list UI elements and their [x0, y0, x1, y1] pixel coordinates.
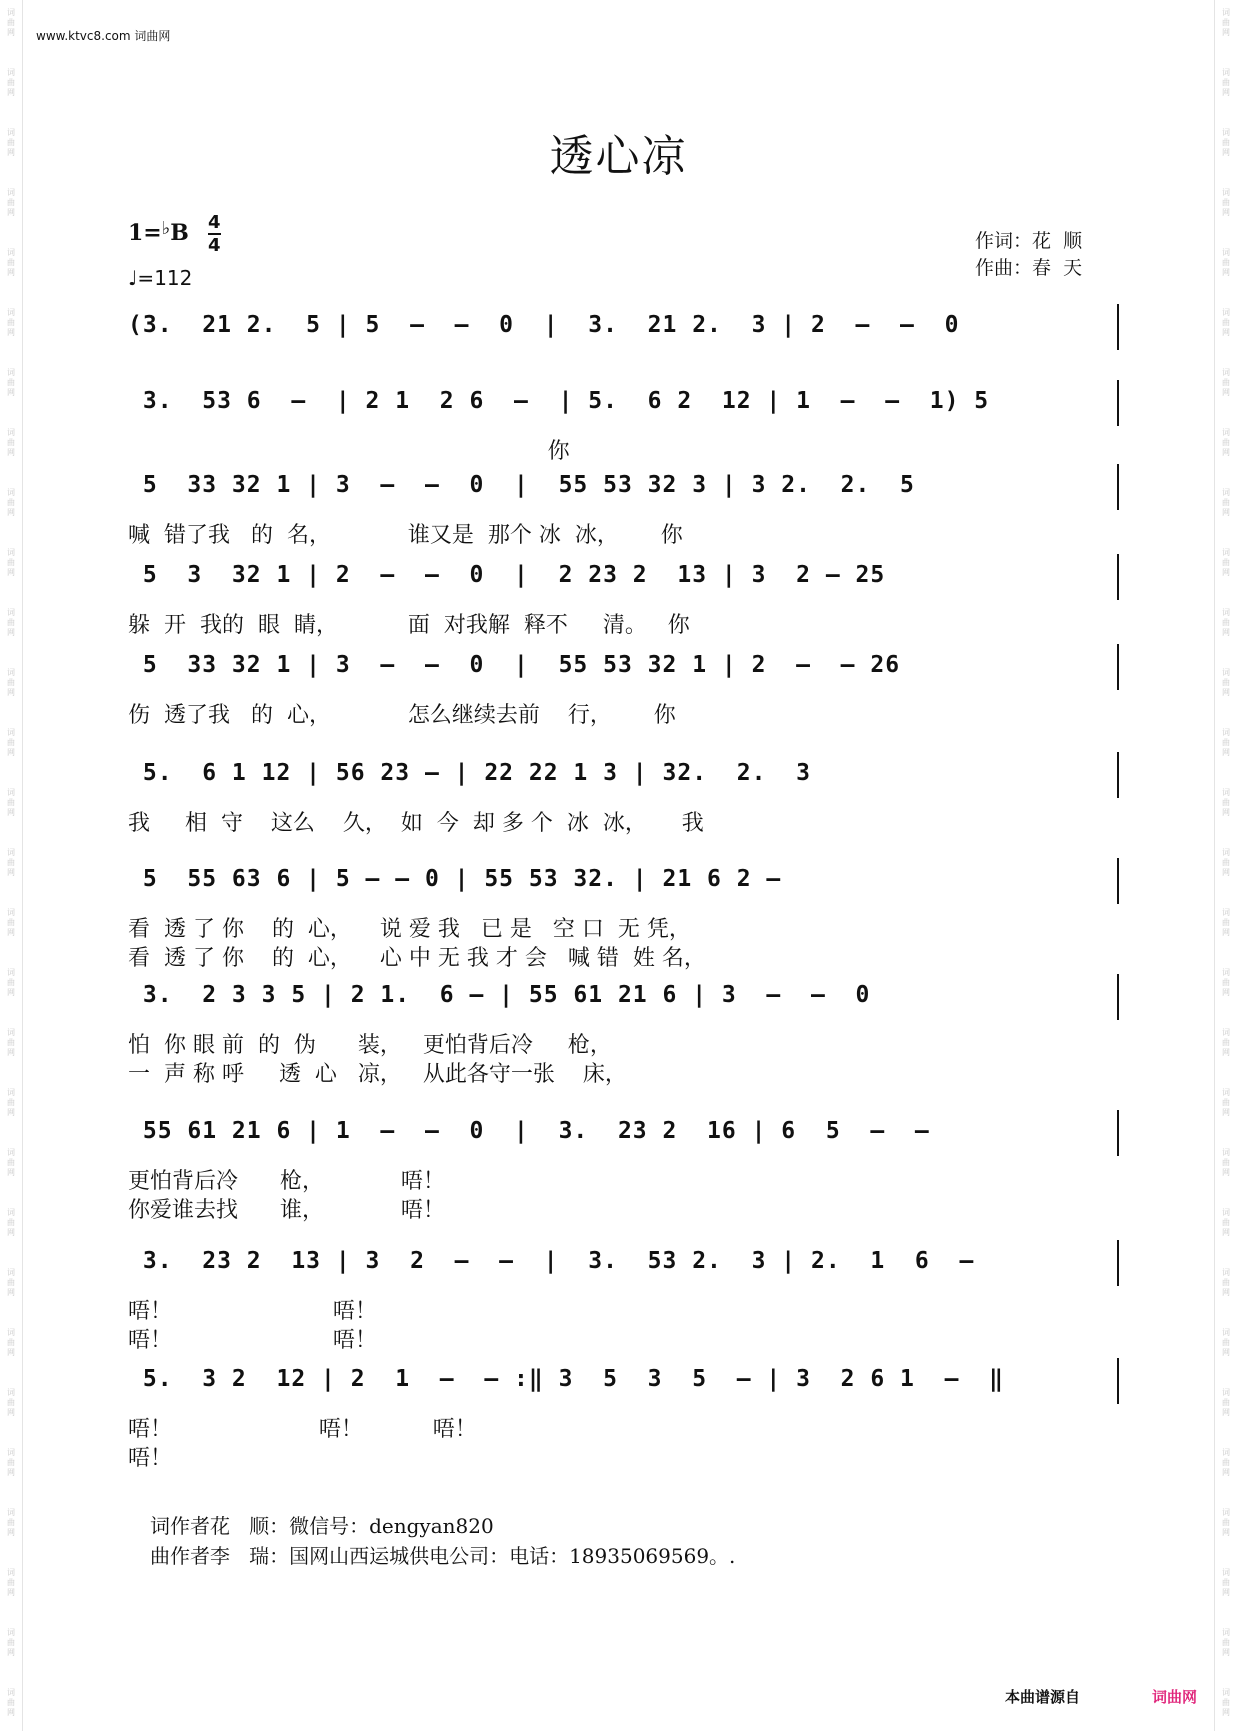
watermark-text: 词 曲 网 [7, 128, 15, 157]
composer-credit: 作曲：春 天 [975, 257, 1083, 279]
key-note: B [170, 220, 189, 246]
watermark-text: 词 曲 网 [1222, 1148, 1230, 1177]
end-barline [1117, 974, 1119, 1020]
lyric-line: 看 透 了 你 的 心， 心 中 无 我 才 会 喊 错 姓 名， [128, 946, 706, 971]
right-watermark-strip [1214, 0, 1237, 1731]
notation-row: 3. 23 2 13 | 3 2 – – | 3. 53 2. 3 | 2. 1 6 – [128, 1248, 975, 1274]
watermark-text: 词 曲 网 [7, 668, 15, 697]
tempo-marking: ♩=112 [128, 266, 193, 290]
watermark-text: 词 曲 网 [1222, 968, 1230, 997]
watermark-text: 词 曲 网 [1222, 368, 1230, 397]
end-barline [1117, 644, 1119, 690]
watermark-text: 词 曲 网 [1222, 1688, 1230, 1717]
watermark-text: 词 曲 网 [1222, 1568, 1230, 1597]
watermark-text: 词 曲 网 [1222, 308, 1230, 337]
watermark-text: 词 曲 网 [1222, 1508, 1230, 1537]
watermark-text: 词 曲 网 [1222, 668, 1230, 697]
time-signature-bottom: 4 [208, 235, 221, 256]
lyric-line: 喊 错了我 的 名， 谁又是 那个 冰 冰， 你 [128, 523, 683, 548]
notation-row: 5 55 63 6 | 5 – – 0 | 55 53 32. | 21 6 2 – [128, 866, 782, 892]
watermark-text: 词 曲 网 [7, 1328, 15, 1357]
watermark-text: 词 曲 网 [7, 8, 15, 37]
notation-row: 5 33 32 1 | 3 – – 0 | 55 53 32 1 | 2 – – 26 [128, 652, 901, 678]
site-url[interactable]: www.ktvc8.com [36, 29, 131, 43]
lyric-line: 看 透 了 你 的 心， 说 爱 我 已 是 空 口 无 凭， [128, 917, 691, 942]
watermark-text: 词 曲 网 [7, 368, 15, 397]
footer-composer-note: 曲作者李 瑞：国网山西运城供电公司：电话：18935069569。. [150, 1544, 736, 1568]
key-signature [128, 218, 189, 246]
watermark-text: 词 曲 网 [7, 488, 15, 517]
lyric-line: 唔！ 唔！ [128, 1299, 377, 1324]
lyric-line: 唔！ [128, 1446, 173, 1471]
watermark-text: 词 曲 网 [1222, 1208, 1230, 1237]
flat-symbol: ♭ [161, 218, 171, 239]
time-signature-top: 4 [208, 212, 221, 233]
lyric-line: 你 [128, 439, 570, 464]
watermark-text: 词 曲 网 [1222, 1268, 1230, 1297]
end-barline [1117, 380, 1119, 426]
watermark-text: 词 曲 网 [1222, 548, 1230, 577]
notation-row: 3. 53 6 – | 2 1 2 6 – | 5. 6 2 12 | 1 – – 1) 5 [128, 388, 990, 414]
end-barline [1117, 304, 1119, 350]
watermark-text: 词 曲 网 [7, 1508, 15, 1537]
watermark-text: 词 曲 网 [1222, 1028, 1230, 1057]
end-barline [1117, 752, 1119, 798]
watermark-text: 词 曲 网 [7, 908, 15, 937]
watermark-text: 词 曲 网 [1222, 788, 1230, 817]
watermark-text: 词 曲 网 [1222, 848, 1230, 877]
watermark-text: 词 曲 网 [1222, 248, 1230, 277]
watermark-text: 词 曲 网 [1222, 908, 1230, 937]
watermark-text: 词 曲 网 [7, 1088, 15, 1117]
lyric-line: 更怕背后冷 枪， 唔！ [128, 1169, 445, 1194]
lyric-line: 伤 透了我 的 心， 怎么继续去前 行， 你 [128, 703, 676, 728]
lyric-line: 唔！ 唔！ [128, 1328, 377, 1353]
notation-row: 5. 3 2 12 | 2 1 – – :‖ 3 5 3 5 – | 3 2 6 1 – ‖ [128, 1366, 1004, 1392]
time-signature [208, 212, 221, 256]
watermark-text: 词 曲 网 [1222, 128, 1230, 157]
notation-row: 5 33 32 1 | 3 – – 0 | 55 53 32 3 | 3 2. 2. 5 [128, 472, 915, 498]
footer-lyricist-note: 词作者花 顺：微信号：dengyan820 [150, 1514, 494, 1538]
end-barline [1117, 464, 1119, 510]
end-barline [1117, 858, 1119, 904]
notation-row: (3. 21 2. 5 | 5 – – 0 | 3. 21 2. 3 | 2 – – 0 [128, 312, 960, 338]
key-prefix: 1= [128, 220, 162, 246]
watermark-text: 词 曲 网 [1222, 1448, 1230, 1477]
watermark-text: 词 曲 网 [7, 1448, 15, 1477]
watermark-text: 词 曲 网 [1222, 728, 1230, 757]
watermark-text: 词 曲 网 [1222, 608, 1230, 637]
notation-row: 55 61 21 6 | 1 – – 0 | 3. 23 2 16 | 6 5 – – [128, 1118, 930, 1144]
lyric-line: 怕 你 眼 前 的 伪 装， 更怕背后冷 枪， [128, 1033, 612, 1058]
watermark-text: 词 曲 网 [7, 428, 15, 457]
watermark-text: 词 曲 网 [7, 188, 15, 217]
end-barline [1117, 1110, 1119, 1156]
site-header [36, 27, 170, 44]
lyric-line: 唔！ 唔！ 唔！ [128, 1417, 477, 1442]
watermark-text: 词 曲 网 [7, 1628, 15, 1657]
watermark-text: 词 曲 网 [1222, 1088, 1230, 1117]
watermark-text: 词 曲 网 [7, 788, 15, 817]
watermark-text: 词 曲 网 [7, 1388, 15, 1417]
watermark-text: 词 曲 网 [7, 728, 15, 757]
lyricist-credit: 作词：花 顺 [975, 230, 1083, 252]
lyric-line: 你爱谁去找 谁， 唔！ [128, 1198, 445, 1223]
lyric-line: 我 相 守 这么 久， 如 今 却 多 个 冰 冰， 我 [128, 811, 704, 836]
source-label: 本曲谱源自 [1005, 1688, 1081, 1706]
watermark-text: 词 曲 网 [7, 848, 15, 877]
watermark-text: 词 曲 网 [1222, 1628, 1230, 1657]
left-watermark-strip [0, 0, 23, 1731]
end-barline [1117, 1358, 1119, 1404]
watermark-text: 词 曲 网 [7, 1688, 15, 1717]
watermark-text: 词 曲 网 [7, 1148, 15, 1177]
lyric-line: 一 声 称 呼 透 心 凉， 从此各守一张 床， [128, 1062, 627, 1087]
watermark-text: 词 曲 网 [1222, 488, 1230, 517]
source-site-link[interactable]: 词曲网 [1152, 1688, 1198, 1706]
lyric-line: 躲 开 我的 眼 睛， 面 对我解 释不 清。 你 [128, 613, 690, 638]
end-barline [1117, 554, 1119, 600]
credits [975, 228, 1082, 282]
site-name: 词曲网 [134, 29, 171, 43]
watermark-text: 词 曲 网 [1222, 1388, 1230, 1417]
watermark-text: 词 曲 网 [1222, 8, 1230, 37]
watermark-text: 词 曲 网 [7, 1268, 15, 1297]
end-barline [1117, 1240, 1119, 1286]
watermark-text: 词 曲 网 [7, 968, 15, 997]
notation-row: 3. 2 3 3 5 | 2 1. 6 – | 55 61 21 6 | 3 – – 0 [128, 982, 871, 1008]
watermark-text: 词 曲 网 [7, 68, 15, 97]
watermark-text: 词 曲 网 [7, 308, 15, 337]
watermark-text: 词 曲 网 [7, 548, 15, 577]
watermark-text: 词 曲 网 [7, 1028, 15, 1057]
watermark-text: 词 曲 网 [7, 1568, 15, 1597]
watermark-text: 词 曲 网 [1222, 428, 1230, 457]
song-title: 透心凉 [549, 131, 688, 182]
watermark-text: 词 曲 网 [7, 608, 15, 637]
watermark-text: 词 曲 网 [1222, 68, 1230, 97]
notation-row: 5. 6 1 12 | 56 23 – | 22 22 1 3 | 32. 2. 3 [128, 760, 811, 786]
watermark-text: 词 曲 网 [1222, 1328, 1230, 1357]
watermark-text: 词 曲 网 [7, 248, 15, 277]
notation-row: 5 3 32 1 | 2 – – 0 | 2 23 2 13 | 3 2 – 25 [128, 562, 886, 588]
watermark-text: 词 曲 网 [7, 1208, 15, 1237]
watermark-text: 词 曲 网 [1222, 188, 1230, 217]
